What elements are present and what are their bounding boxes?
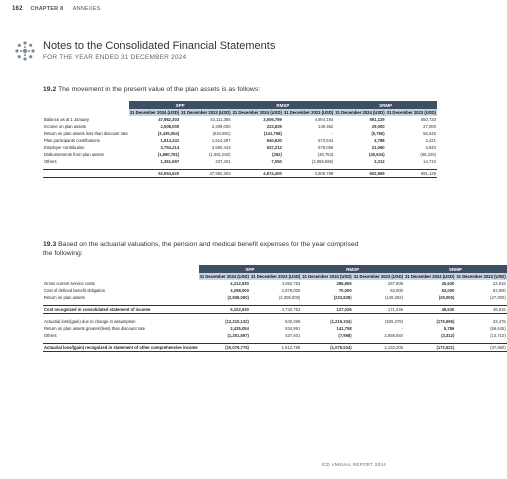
group-header: SRMP: [404, 265, 507, 273]
value-cell: 3,590,443: [211, 145, 231, 150]
page-title: Notes to the Consolidated Financial Statements: [43, 40, 276, 52]
row-label: Return on plan assets: [44, 295, 85, 300]
table-row: [43, 116, 437, 123]
value-cell: (29,000): [438, 295, 455, 300]
total-row: [43, 170, 437, 178]
value-cell: (1,890,781): [157, 152, 180, 157]
value-cell: 3,506,789: [263, 117, 282, 122]
page-subtitle: FOR THE YEAR ENDED 31 DECEMBER 2024: [43, 54, 187, 61]
table-row: [43, 158, 437, 165]
value-cell: 2,658,584: [384, 333, 404, 338]
value-cell: 149,362: [318, 124, 334, 129]
value-cell: 578,056: [318, 145, 334, 150]
table-row: [43, 325, 507, 332]
value-cell: 550,733: [420, 117, 436, 122]
value-cell: 591,129: [386, 170, 437, 178]
value-cell: 437,401: [215, 159, 231, 164]
value-cell: 637,212: [266, 145, 282, 150]
value-cell: 27,000: [423, 124, 436, 129]
value-cell: (2,309,000): [278, 295, 301, 300]
group-header: SPP: [129, 101, 232, 109]
value-cell: (1,219,334): [330, 319, 352, 324]
chapter-label: CHAPTER 8: [30, 6, 64, 12]
row-label: Return on plan assets less than discount rate: [44, 131, 128, 136]
value-cell: 286,865: [336, 281, 352, 286]
value-cell: 3,312: [374, 159, 385, 164]
total-row: [43, 306, 507, 314]
value-cell: (65,225): [420, 152, 436, 157]
value-cell: 14,710: [423, 159, 436, 164]
value-cell: (149,362): [385, 295, 404, 300]
group-header: RMSP: [301, 265, 404, 273]
value-cell: (1,301,697): [227, 333, 249, 338]
value-cell: 573,544: [318, 138, 334, 143]
value-cell: 3,506,789: [283, 170, 334, 178]
value-cell: 3,794,214: [160, 145, 180, 150]
col-header: 31 December 2023 (USD): [353, 274, 404, 279]
row-label: Actuarial loss/(gain) recognized in statement of other comprehensive income: [44, 345, 198, 350]
value-cell: (10,076,775): [199, 344, 250, 352]
value-cell: 23,915: [492, 281, 506, 286]
row-label: Actuarial loss/(gain) due to change in assumption: [44, 319, 136, 324]
col-header: 31 December 2023 (USD): [386, 110, 436, 115]
table-row: [43, 332, 507, 339]
value-cell: 21,060: [371, 145, 385, 150]
value-cell: 437,401: [285, 333, 301, 338]
row-label: Return on plan assets greater/(less) than discount rate: [44, 326, 146, 331]
col-header: 31 December 2023 (USD): [456, 274, 506, 279]
row-label: Plan participants contributions: [44, 138, 100, 143]
value-cell: 540,396: [285, 319, 301, 324]
row-label: Gross current service costs: [44, 281, 95, 286]
value-cell: 634,991: [285, 326, 301, 331]
col-header: 31 December 2024 (USD): [129, 110, 180, 115]
value-cell: 3,435,054: [230, 326, 249, 331]
value-cell: 267,808: [387, 281, 404, 286]
value-cell: 5,786: [443, 326, 455, 331]
value-cell: (7,958): [338, 333, 352, 338]
value-cell: 49,630: [404, 306, 455, 314]
value-cell: (172,621): [404, 344, 455, 352]
col-header: 31 December 2024 (USD): [302, 274, 352, 279]
col-header: 31 December 2023 (USD): [181, 110, 231, 115]
value-cell: 53,000: [441, 288, 455, 293]
section-number: 19.3: [43, 241, 57, 248]
value-cell: (5,786): [371, 131, 385, 136]
value-cell: (141,758): [263, 131, 282, 136]
value-cell: 223,839: [266, 124, 282, 129]
value-cell: 4,874,400: [232, 170, 283, 178]
value-cell: 141,758: [336, 326, 352, 331]
page-header: [12, 6, 100, 12]
value-cell: 43,111,365: [210, 117, 231, 122]
table-row: [43, 130, 437, 137]
value-cell: (56,645): [490, 326, 506, 331]
value-cell: (634,991): [212, 131, 231, 136]
row-label: [43, 170, 129, 178]
plan-assets-table: [43, 101, 437, 178]
value-cell: 70,000: [338, 288, 352, 293]
value-cell: (1,076,534): [301, 344, 352, 352]
value-cell: 48,915: [455, 306, 506, 314]
value-cell: 2,979,000: [281, 288, 301, 293]
section-heading-19-3: [43, 241, 363, 258]
group-header: SRMP: [334, 101, 437, 109]
value-cell: 4,788: [374, 138, 385, 143]
value-cell: (223,839): [333, 295, 352, 300]
value-cell: -: [331, 131, 334, 136]
col-header: 31 December 2024 (USD): [232, 110, 282, 115]
value-cell: -: [401, 326, 404, 331]
page-number: 162: [12, 6, 23, 12]
section-text: The movement in the present value of the plan assets is as follows:: [58, 86, 261, 93]
value-cell: 1,614,241: [160, 138, 180, 143]
value-cell: 29,000: [371, 124, 385, 129]
row-label: Others: [44, 333, 57, 338]
row-label: Others: [44, 159, 57, 164]
value-cell: 1,612,788: [250, 344, 301, 352]
table-row: [43, 318, 507, 325]
col-header: 31 December 2024 (USD): [405, 274, 455, 279]
table-row: [43, 137, 437, 144]
value-cell: (525,379): [385, 319, 404, 324]
value-cell: 33,475: [492, 319, 506, 324]
value-cell: (1,581,020): [209, 152, 231, 157]
value-cell: (262): [272, 152, 282, 157]
value-cell: 47,982,303: [158, 117, 180, 122]
table-row: [43, 151, 437, 158]
value-cell: (3,435,054): [157, 131, 180, 136]
col-header: 31 December 2024 (USD): [199, 274, 249, 279]
value-cell: 640,630: [266, 138, 282, 143]
value-cell: 602,869: [334, 170, 385, 178]
value-cell: (40,634): [369, 152, 385, 157]
value-cell: 1,361,697: [160, 159, 180, 164]
row-label: Cost of defined benefit obligation: [44, 288, 105, 293]
value-cell: 2,421: [425, 138, 436, 143]
icd-logo-icon: [14, 40, 36, 62]
value-cell: 127,026: [301, 306, 352, 314]
value-cell: 52,000: [492, 288, 506, 293]
page-footer: ICD ANNUAL REPORT 2024: [321, 462, 386, 467]
value-cell: 47,982,303: [180, 170, 231, 178]
value-cell: 4,732,753: [250, 306, 301, 314]
value-cell: 171,246: [353, 306, 404, 314]
value-cell: 5,102,930: [199, 306, 250, 314]
row-label: Employer contribution: [44, 145, 85, 150]
value-cell: 56,645: [423, 131, 436, 136]
value-cell: (2,659,566): [311, 159, 334, 164]
row-label: Balance as at 1 January: [44, 117, 89, 122]
col-header: 31 December 2023 (USD): [250, 274, 301, 279]
value-cell: 4,904,184: [314, 117, 334, 122]
total-row: [43, 344, 507, 352]
value-cell: 4,840: [425, 145, 436, 150]
section-number: 19.2: [43, 86, 57, 93]
value-cell: 2,309,000: [211, 124, 231, 129]
section-label: ANNEXES: [72, 6, 101, 12]
row-label: Disbursements from plan assets: [44, 152, 104, 157]
value-cell: 4,312,930: [230, 281, 249, 286]
value-cell: 4,062,753: [281, 281, 301, 286]
value-cell: 53,000: [390, 288, 404, 293]
value-cell: (3,312): [441, 333, 455, 338]
table-row: [43, 287, 507, 294]
value-cell: 3,298,000: [230, 288, 249, 293]
value-cell: 52,554,620: [129, 170, 180, 178]
group-header: SPP: [199, 265, 302, 273]
value-cell: 2,508,000: [160, 124, 180, 129]
table-row: [43, 294, 507, 301]
value-cell: (27,000): [490, 295, 506, 300]
value-cell: (37,880): [455, 344, 506, 352]
section-heading-19-2: [43, 86, 363, 95]
value-cell: (2,508,000): [227, 295, 249, 300]
row-label: Income on plan assets: [44, 124, 86, 129]
col-header: 31 December 2024 (USD): [335, 110, 385, 115]
group-header: RMSP: [232, 101, 335, 109]
value-cell: (39,753): [317, 152, 334, 157]
value-cell: 25,630: [441, 281, 455, 286]
table-row: [43, 280, 507, 287]
value-cell: (12,210,132): [225, 319, 249, 324]
row-label: Cost recognized in consolidated statement of income: [43, 306, 199, 314]
table-row: [43, 144, 437, 151]
col-header: 31 December 2023 (USD): [283, 110, 334, 115]
table-row: [43, 123, 437, 130]
section-text: Based on the actuarial valuations, the pension and medical benefit expenses for the year comprised the following:: [43, 241, 359, 257]
value-cell: (175,695): [436, 319, 455, 324]
value-cell: 1,514,287: [211, 138, 231, 143]
benefit-expense-table: [43, 265, 507, 352]
value-cell: (14,710): [490, 333, 506, 338]
value-cell: 591,129: [369, 117, 385, 122]
value-cell: 7,050: [271, 159, 282, 164]
value-cell: 2,133,205: [353, 344, 404, 352]
